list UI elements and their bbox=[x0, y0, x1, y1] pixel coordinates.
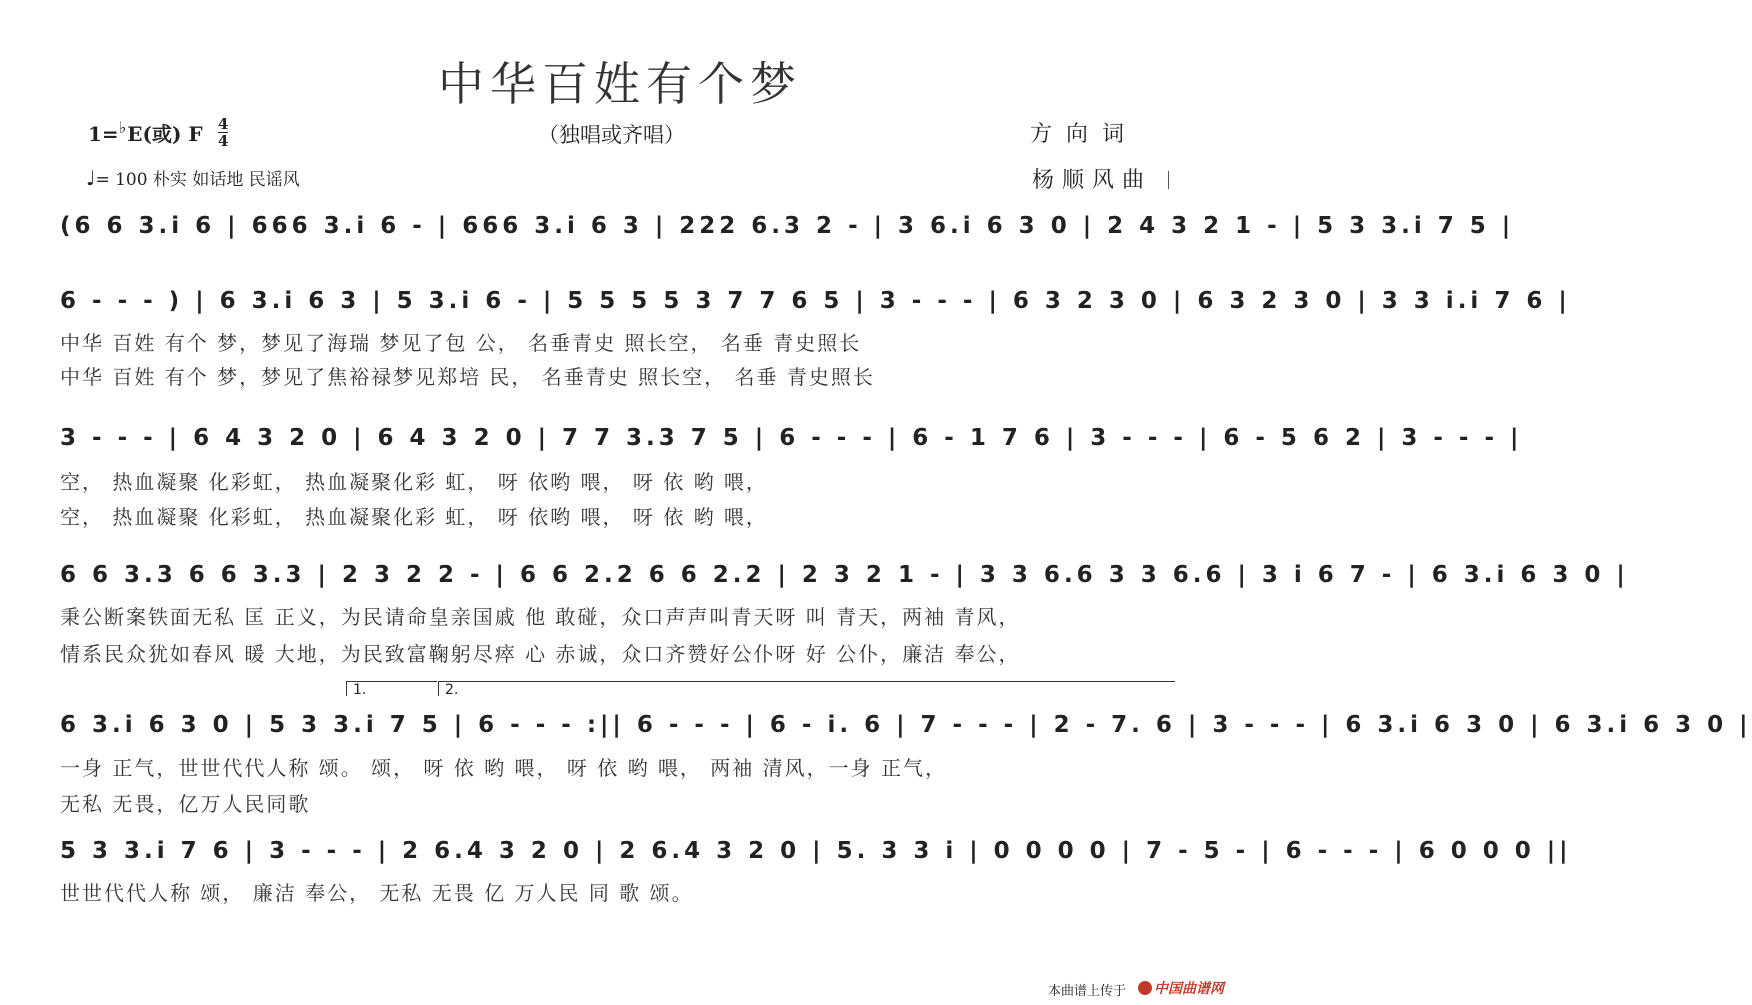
tempo-text: = 100 朴实 如话地 民谣风 bbox=[95, 170, 300, 190]
lyric-line-3-verse-1: 空， 热血凝聚 化彩虹， 热血凝聚化彩 虹， 呀 依哟 喂， 呀 依 哟 喂， bbox=[60, 470, 768, 494]
site-logo-icon bbox=[1138, 981, 1152, 995]
key-text: E(或) F bbox=[127, 122, 203, 146]
staff-line-5: 6 3.i 6 3 0 | 5 3 3.i 7 5 | 6 - - - :|| 6 - - - | 6 - i. 6 | 7 - - - | 2 - 7. 6 | 3 - - - | 6 3.i 6 3 0 | 6 3.i 6 3 0 | bbox=[60, 712, 1752, 738]
staff-line-6: 5 3 3.i 7 6 | 3 - - - | 2 6.4 3 2 0 | 2 6.4 3 2 0 | 5. 3 3 i | 0 0 0 0 | 7 - 5 - | 6 - - - | 6 0 0 0 || bbox=[60, 838, 1572, 864]
flat-icon: ♭ bbox=[118, 118, 127, 137]
lyric-line-5-verse-2: 无私 无畏，亿万人民同歌 bbox=[60, 792, 311, 816]
lyric-line-4-verse-1: 秉公断案铁面无私 匡 正义，为民请命皇亲国戚 他 敢碰，众口声声叫青天呀 叫 青天，两袖 青风， bbox=[60, 605, 1021, 629]
second-ending-bracket bbox=[438, 681, 1175, 696]
lyric-line-5-verse-1: 一身 正气，世世代代人称 颂。 颂， 呀 依 哟 喂， 呀 依 哟 喂， 两袖 清风，一身 正气， bbox=[60, 756, 948, 780]
upload-note: 本曲谱上传于 bbox=[1048, 984, 1127, 999]
time-signature-top: 4 bbox=[218, 115, 229, 133]
site-name-part-2: 曲谱网 bbox=[1182, 981, 1224, 997]
barline-mark bbox=[1168, 171, 1169, 189]
staff-line-4: 6 6 3.3 6 6 3.3 | 2 3 2 2 - | 6 6 2.2 6 6 2.2 | 2 3 2 1 - | 3 3 6.6 3 3 6.6 | 3 i 6 7 - | 6 3.i 6 3 0 | bbox=[60, 562, 1629, 588]
staff-line-3: 3 - - - | 6 4 3 2 0 | 6 4 3 2 0 | 7 7 3.3 7 5 | 6 - - - | 6 - 1 7 6 | 3 - - - | 6 - 5 6 2 | 3 - - - | bbox=[60, 425, 1523, 451]
lyric-line-6: 世世代代人称 颂， 廉洁 奉公， 无私 无畏 亿 万人民 同 歌 颂。 bbox=[60, 881, 694, 905]
first-ending-bracket bbox=[346, 681, 437, 696]
lyric-line-2-verse-2: 中华 百姓 有个 梦，梦见了焦裕禄梦见郑培 民， 名垂青史 照长空， 名垂 青史照长 bbox=[60, 365, 875, 389]
lyric-line-4-verse-2: 情系民众犹如春风 暖 大地，为民致富鞠躬尽瘁 心 赤诚，众口齐赞好公仆呀 好 公仆，廉洁 奉公， bbox=[60, 642, 1021, 666]
song-title: 中华百姓有个梦 bbox=[438, 57, 802, 111]
site-name-part-1: 中国 bbox=[1154, 981, 1182, 997]
staff-line-2: 6 - - - ) | 6 3.i 6 3 | 5 3.i 6 - | 5 5 5 5 3 7 7 6 5 | 3 - - - | 6 3 2 3 0 | 6 3 2 3 0 | 3 3 i.i 7 6 | bbox=[60, 288, 1571, 314]
first-ending-label: 1. bbox=[353, 682, 367, 698]
key-signature: 1=♭E(或) F bbox=[88, 118, 203, 146]
lyric-line-3-verse-2: 空， 热血凝聚 化彩虹， 热血凝聚化彩 虹， 呀 依哟 喂， 呀 依 哟 喂， bbox=[60, 505, 768, 529]
tempo-marking bbox=[86, 165, 300, 190]
second-ending-label: 2. bbox=[445, 682, 459, 698]
composer-credit: 杨顺风曲 bbox=[1032, 168, 1153, 193]
staff-line-1: (6 6 3.i 6 | 666 3.i 6 - | 666 3.i 6 3 | 222 6.3 2 - | 3 6.i 6 3 0 | 2 4 3 2 1 - | 5 3 3.i 7 5 | bbox=[60, 213, 1515, 239]
quarter-note-icon: ♩ bbox=[86, 166, 96, 190]
lyric-line-2-verse-1: 中华 百姓 有个 梦，梦见了海瑞 梦见了包 公， 名垂青史 照长空， 名垂 青史照长 bbox=[60, 331, 862, 355]
site-logo[interactable] bbox=[1138, 978, 1224, 998]
time-signature bbox=[218, 116, 228, 149]
lyricist-credit: 方向词 bbox=[1030, 122, 1139, 147]
time-signature-bottom: 4 bbox=[218, 132, 229, 150]
performance-note: （独唱或齐唱） bbox=[538, 123, 685, 147]
